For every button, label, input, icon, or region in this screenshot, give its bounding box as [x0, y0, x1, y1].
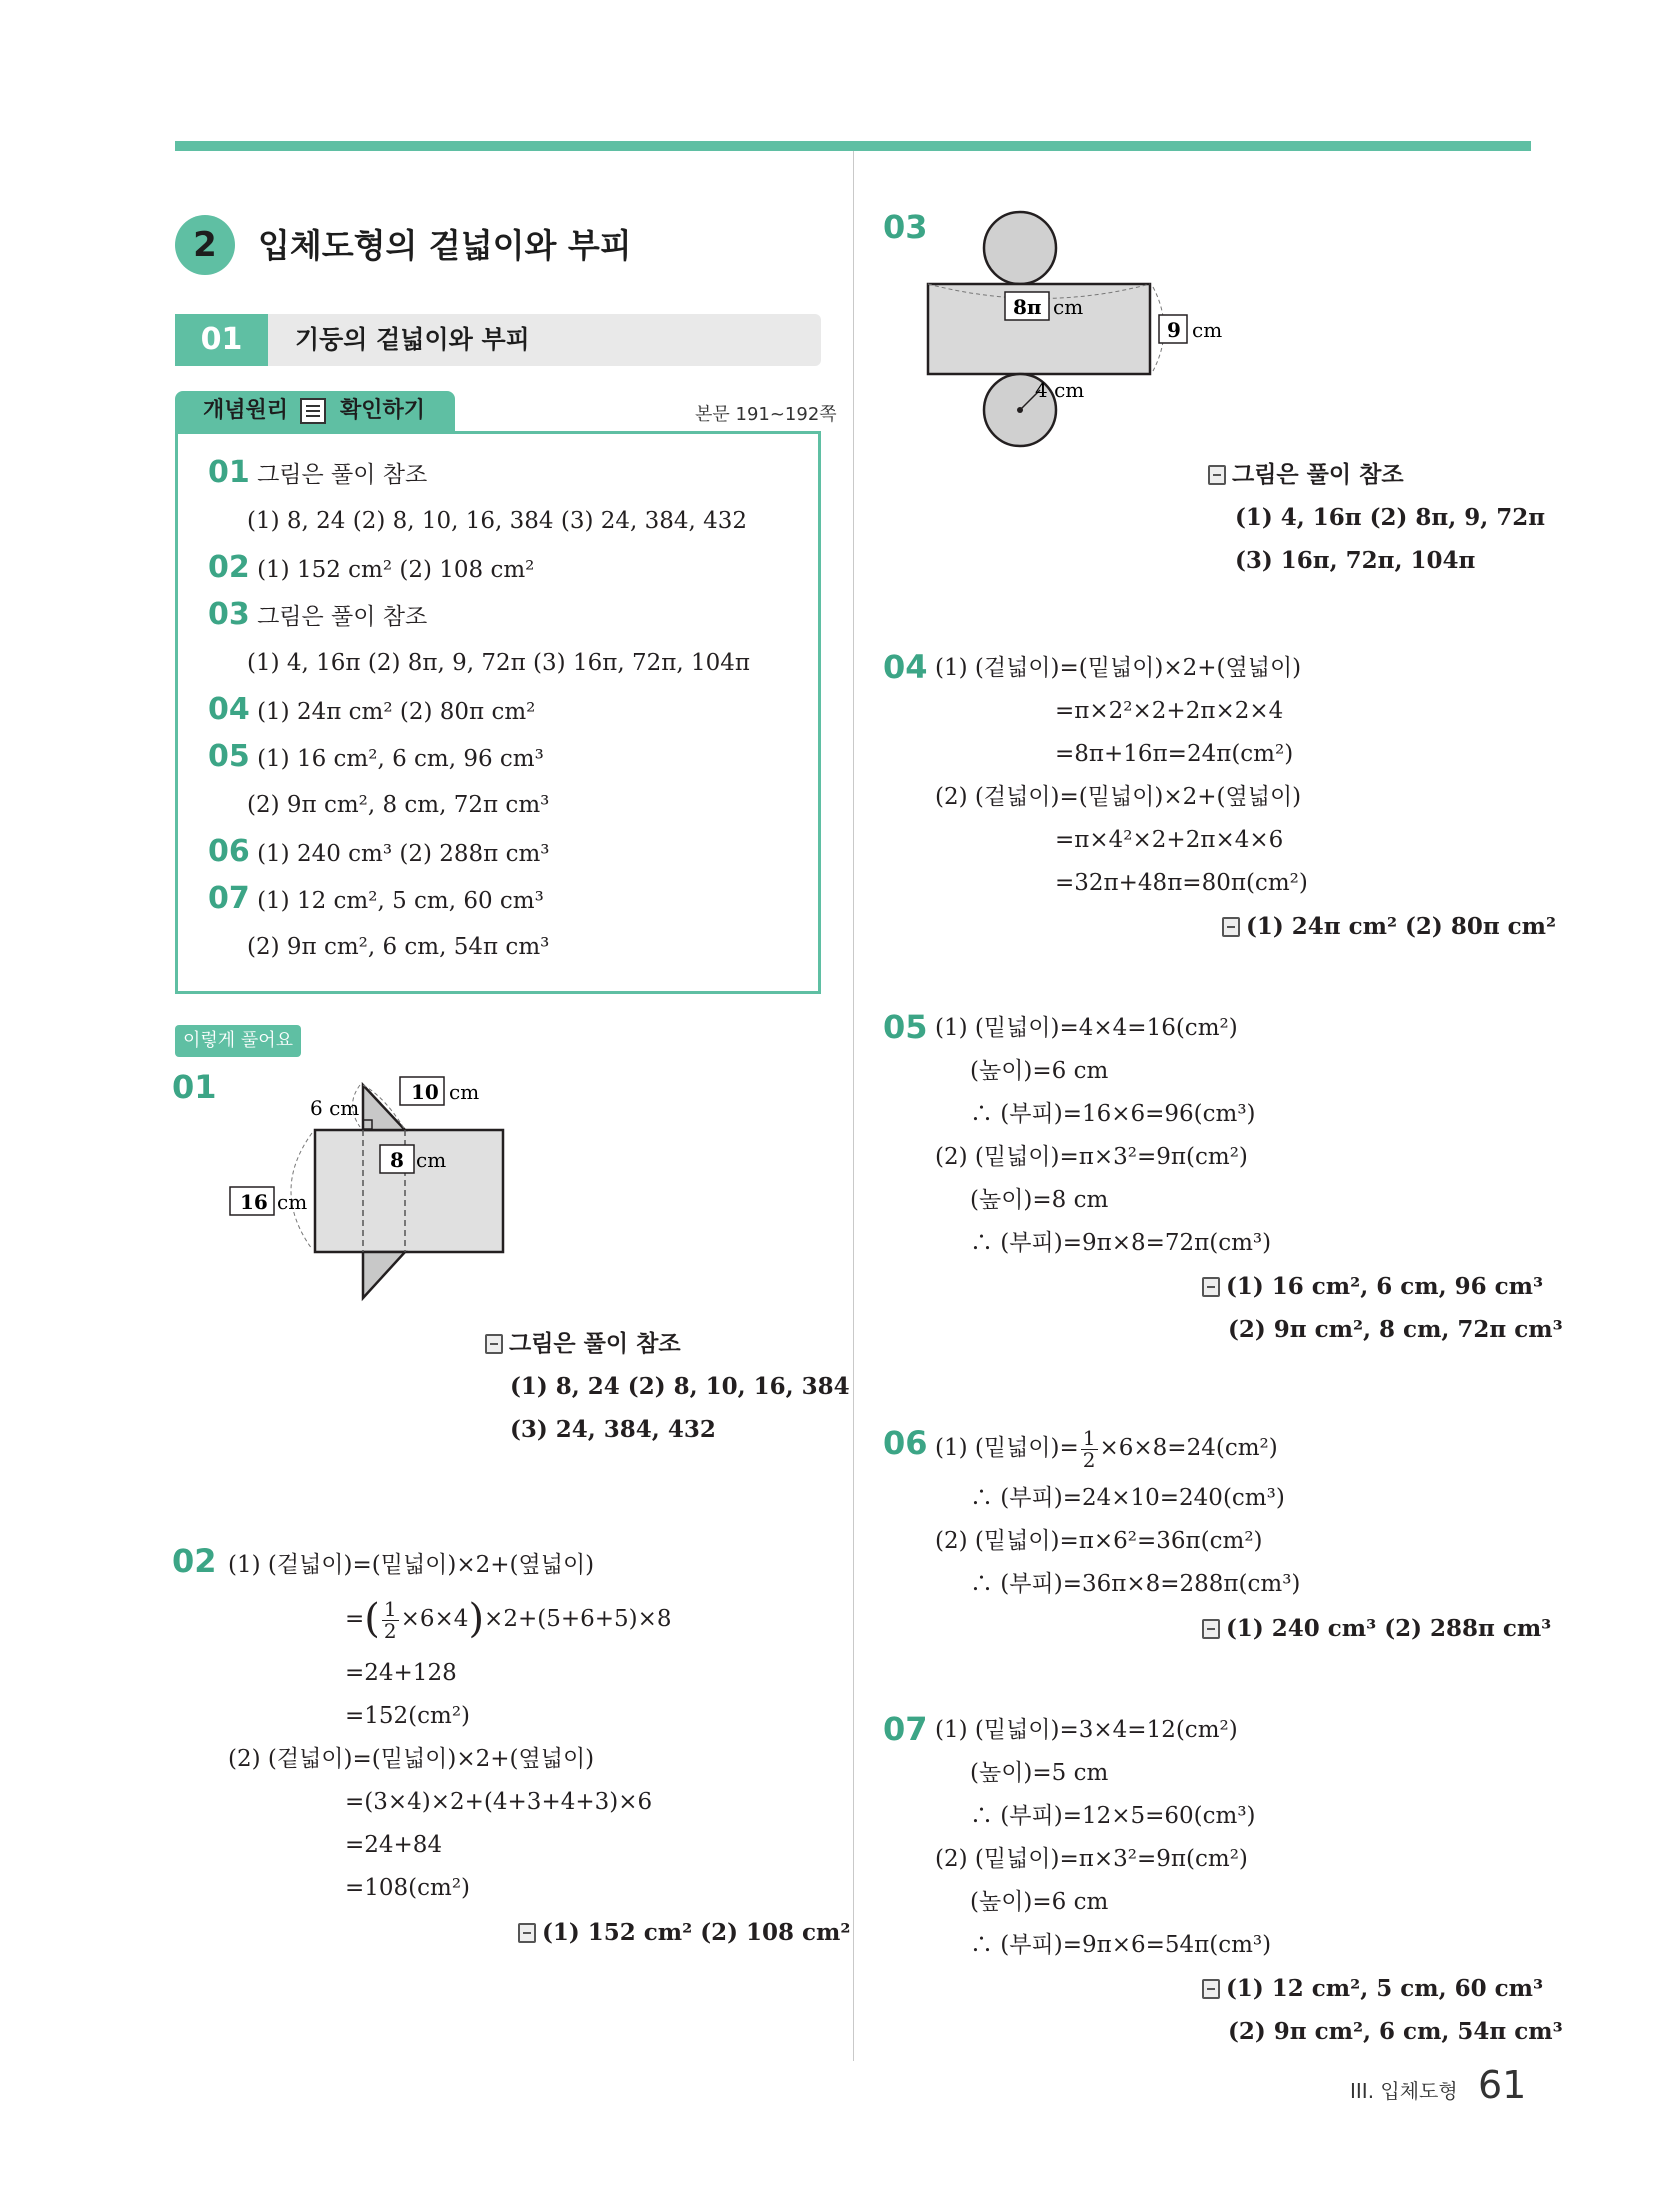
frac-num: 1: [383, 1596, 397, 1621]
fraction: [1081, 1425, 1098, 1472]
answer-07: [1202, 1974, 1543, 2004]
frac-den: 2: [1082, 1447, 1096, 1472]
answer-text: (1) 240 cm³ (2) 288π cm³: [1226, 1615, 1552, 1642]
sol06-text: ×6×8=24(cm²): [1099, 1435, 1278, 1461]
sol07-line: ∴ (부피)=12×5=60(cm³): [970, 1803, 1256, 1829]
prism-net-figure: [220, 1075, 540, 1320]
section-number: 2: [175, 215, 235, 275]
answer-04: [1222, 912, 1556, 942]
fraction: [382, 1596, 399, 1643]
concept-tab: [175, 391, 455, 431]
answer-01-line: (3) 24, 384, 432: [510, 1416, 716, 1443]
solution-07-number: 07: [883, 1710, 928, 1748]
qa-row: (1) 4, 16π (2) 8π, 9, 72π (3) 16π, 72π, 104π: [247, 650, 750, 676]
qa-text: (1) 240 cm³ (2) 288π cm³: [257, 841, 550, 867]
sol02-text: ×6×4: [400, 1606, 469, 1632]
sol06-line: [935, 1424, 1278, 1472]
subsection-number: 01: [175, 314, 268, 366]
box-16: 16: [240, 1190, 268, 1214]
qa-row: (1) 8, 24 (2) 8, 10, 16, 384 (3) 24, 384, 432: [247, 508, 748, 534]
page-reference: 본문 191~192쪽: [695, 404, 837, 425]
sol07-line: ∴ (부피)=9π×6=54π(cm³): [970, 1932, 1272, 1958]
qa-row: [208, 692, 536, 727]
sol07-line: (2) (밑넓이)=π×3²=9π(cm²): [935, 1846, 1248, 1872]
sol02-line: =24+84: [345, 1832, 443, 1858]
cylinder-net-figure: [925, 205, 1255, 455]
answer-text: (1) 152 cm² (2) 108 cm²: [542, 1919, 851, 1946]
answer-icon: [485, 1334, 503, 1354]
unit-cm: cm: [416, 1148, 447, 1172]
section-title: 입체도형의 겉넓이와 부피: [258, 226, 632, 265]
solution-05-number: 05: [883, 1008, 928, 1046]
sol05-line: (높이)=6 cm: [970, 1058, 1109, 1084]
qa-text: (1) 12 cm², 5 cm, 60 cm³: [257, 888, 544, 914]
solution-04-number: 04: [883, 648, 928, 686]
qa-num: 01: [208, 455, 250, 490]
page-number: 61: [1478, 2063, 1527, 2107]
sol05-line: (2) (밑넓이)=π×3²=9π(cm²): [935, 1144, 1248, 1170]
solution-06-number: 06: [883, 1424, 928, 1462]
answer-text: (1) 12 cm², 5 cm, 60 cm³: [1226, 1975, 1544, 2002]
checklist-icon: [300, 398, 326, 424]
answer-icon: [1202, 1979, 1220, 1999]
answer-03-line: (3) 16π, 72π, 104π: [1235, 547, 1476, 574]
qa-text: (1) 24π cm² (2) 80π cm²: [257, 699, 536, 725]
concept-label: 개념원리: [203, 398, 289, 423]
qa-num: 07: [208, 881, 250, 916]
qa-num: 04: [208, 692, 250, 727]
sol06-line: ∴ (부피)=24×10=240(cm³): [970, 1485, 1285, 1511]
solution-badge: 이렇게 풀어요: [175, 1025, 301, 1057]
qa-text: (1) 16 cm², 6 cm, 96 cm³: [257, 746, 544, 772]
answer-01: [485, 1329, 681, 1359]
solution-01-number: 01: [172, 1068, 217, 1106]
qa-row: (2) 9π cm², 8 cm, 72π cm³: [247, 792, 550, 818]
qa-row: [208, 597, 428, 632]
sol05-line: (높이)=8 cm: [970, 1187, 1109, 1213]
qa-row: [208, 550, 535, 585]
concept-label-2: 확인하기: [340, 398, 426, 423]
answer-text: 그림은 풀이 참조: [1232, 462, 1404, 488]
box-9: 9: [1167, 318, 1181, 342]
sol02-line: =24+128: [345, 1660, 457, 1686]
qa-num: 02: [208, 550, 250, 585]
sol07-line: (높이)=6 cm: [970, 1889, 1109, 1915]
unit-cm: cm: [1192, 318, 1223, 342]
sol04-line: =π×4²×2+2π×4×6: [1055, 827, 1284, 853]
answer-text: (1) 24π cm² (2) 80π cm²: [1246, 913, 1557, 940]
sol02-line: =108(cm²): [345, 1875, 471, 1901]
qa-num: 06: [208, 834, 250, 869]
qa-row: [208, 455, 428, 490]
answer-02: [518, 1918, 850, 1948]
sol07-line: (높이)=5 cm: [970, 1760, 1109, 1786]
frac-num: 1: [1082, 1425, 1096, 1450]
sol06-line: (2) (밑넓이)=π×6²=36π(cm²): [935, 1528, 1263, 1554]
frac-den: 2: [383, 1618, 397, 1643]
sol05-line: ∴ (부피)=16×6=96(cm³): [970, 1101, 1256, 1127]
answer-06: [1202, 1614, 1551, 1644]
solution-02-number: 02: [172, 1542, 217, 1580]
qa-row: [208, 739, 544, 774]
answer-07-line: (2) 9π cm², 6 cm, 54π cm³: [1228, 2018, 1563, 2045]
answer-icon: [518, 1923, 536, 1943]
sol02-line: (1) (겉넓이)=(밑넓이)×2+(옆넓이): [228, 1552, 595, 1578]
chapter-label: III. 입체도형: [1350, 2079, 1458, 2103]
sol02-line: =( $\frac{1}{2}$ ×6×4)×2+(5+6+5)×8: [345, 1596, 672, 1643]
qa-text: 그림은 풀이 참조: [257, 604, 428, 630]
qa-num: 03: [208, 597, 250, 632]
answer-icon: [1208, 465, 1226, 485]
sol04-line: =π×2²×2+2π×2×4: [1055, 698, 1284, 724]
sol05-line: (1) (밑넓이)=4×4=16(cm²): [935, 1015, 1238, 1041]
answer-icon: [1202, 1277, 1220, 1297]
subsection-header: [175, 314, 821, 366]
top-rule: [175, 141, 1531, 151]
unit-cm: cm: [449, 1080, 480, 1104]
unit-cm: cm: [277, 1190, 308, 1214]
radius-label: 4 cm: [1035, 378, 1085, 402]
sol06-text: (1) (밑넓이)=: [935, 1435, 1079, 1461]
label-6cm: 6 cm: [310, 1096, 360, 1120]
answer-05: [1202, 1272, 1543, 1302]
answer-05-line: (2) 9π cm², 8 cm, 72π cm³: [1228, 1316, 1563, 1343]
unit-cm: cm: [1053, 295, 1084, 319]
sol04-line: =32π+48π=80π(cm²): [1055, 870, 1308, 896]
sol04-line: (2) (겉넓이)=(밑넓이)×2+(옆넓이): [935, 784, 1302, 810]
answer-01-line: (1) 8, 24 (2) 8, 10, 16, 384: [510, 1373, 850, 1400]
answer-icon: [1202, 1619, 1220, 1639]
solution-03-number: 03: [883, 208, 928, 246]
qa-text: (1) 152 cm² (2) 108 cm²: [257, 557, 535, 583]
subsection-title: 기둥의 겉넓이와 부피: [295, 325, 530, 354]
sol06-line: ∴ (부피)=36π×8=288π(cm³): [970, 1571, 1301, 1597]
qa-row: [208, 834, 550, 869]
sol04-line: (1) (겉넓이)=(밑넓이)×2+(옆넓이): [935, 655, 1302, 681]
box-8pi: 8π: [1013, 295, 1042, 319]
box-8: 8: [390, 1148, 404, 1172]
sol02-text: ×2+(5+6+5)×8: [484, 1606, 672, 1632]
sol02-line: =152(cm²): [345, 1703, 471, 1729]
sol02-line: =(3×4)×2+(4+3+4+3)×6: [345, 1789, 653, 1815]
sol05-line: ∴ (부피)=9π×8=72π(cm³): [970, 1230, 1272, 1256]
sol04-line: =8π+16π=24π(cm²): [1055, 741, 1294, 767]
sol02-line: (2) (겉넓이)=(밑넓이)×2+(옆넓이): [228, 1746, 595, 1772]
answer-icon: [1222, 917, 1240, 937]
answer-03: [1208, 460, 1404, 490]
qa-num: 05: [208, 739, 250, 774]
qa-row: [208, 881, 544, 916]
qa-row: (2) 9π cm², 6 cm, 54π cm³: [247, 934, 550, 960]
answer-03-line: (1) 4, 16π (2) 8π, 9, 72π: [1235, 504, 1546, 531]
answer-text: 그림은 풀이 참조: [509, 1331, 681, 1357]
sol07-line: (1) (밑넓이)=3×4=12(cm²): [935, 1717, 1238, 1743]
column-divider: [853, 151, 854, 2061]
answer-text: (1) 16 cm², 6 cm, 96 cm³: [1226, 1273, 1544, 1300]
qa-text: 그림은 풀이 참조: [257, 462, 428, 488]
box-10: 10: [411, 1080, 439, 1104]
